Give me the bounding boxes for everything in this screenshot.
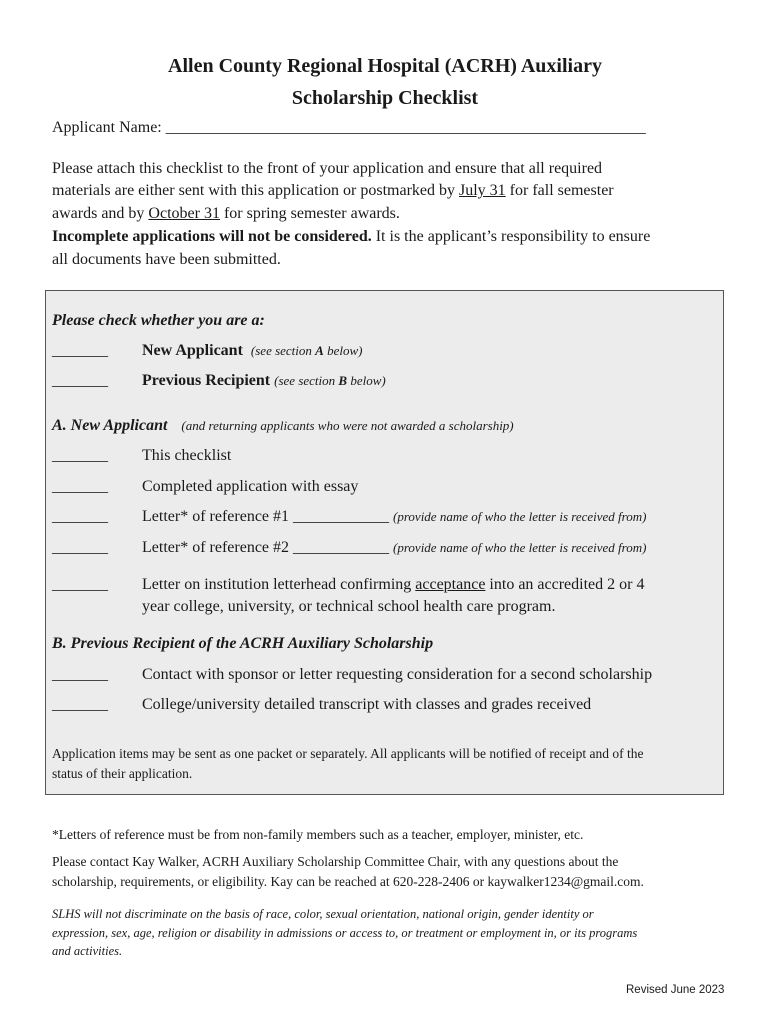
policy-line-2: expression, sex, age, religion or disability in admissions or access to, or treatment or employment in, or its programs — [52, 926, 638, 940]
applicant-name-field[interactable]: ____________________________________________________________ — [165, 119, 646, 136]
item-acceptance-letter-line-1: Letter on institution letterhead confirming acceptance into an accredited 2 or 4 — [142, 576, 645, 593]
intro-line-5: all documents have been submitted. — [52, 251, 281, 268]
previous-recipient-option — [142, 372, 386, 390]
reference-2-note: (provide name of who the letter is received from) — [393, 540, 647, 555]
intro-line-4 — [52, 228, 650, 246]
checkbox-acceptance-letter[interactable]: _______ — [52, 576, 108, 593]
item-sponsor-contact: Contact with sponsor or letter requesting consideration for a second scholarship — [142, 666, 653, 683]
intro-line-1: Please attach this checklist to the front of your application and ensure that all required — [52, 160, 603, 177]
intro-text: awards and by — [52, 205, 149, 222]
intro-line-2 — [52, 182, 614, 200]
new-applicant-checkbox[interactable]: _______ — [52, 342, 108, 359]
intro-text: It is the applicant’s responsibility to ensure — [371, 228, 651, 245]
checkbox-sponsor-contact[interactable]: _______ — [52, 666, 108, 683]
page-title: Allen County Regional Hospital (ACRH) Auxiliary — [168, 55, 602, 77]
applicant-name-row — [52, 119, 646, 137]
box-footer-line-2: status of their application. — [52, 766, 193, 781]
checkbox-transcript[interactable]: _______ — [52, 696, 108, 713]
incomplete-warning: Incomplete applications will not be considered. — [52, 228, 372, 245]
new-applicant-note: (see section A below) — [250, 343, 363, 358]
intro-text: materials are either sent with this application or postmarked by — [52, 182, 459, 199]
fall-deadline: July 31 — [459, 182, 506, 199]
reference-2-label: Letter* of reference #2 ____________ — [142, 539, 390, 556]
previous-recipient-label: Previous Recipient — [142, 372, 271, 389]
section-a-heading — [52, 417, 514, 435]
item-acceptance-letter-line-2: year college, university, or technical school health care program. — [142, 598, 556, 615]
intro-text: for fall semester — [505, 182, 614, 199]
spring-deadline: October 31 — [148, 205, 220, 222]
policy-line-3: and activities. — [52, 944, 123, 958]
intro-line-3 — [52, 205, 400, 223]
intro-text: for spring semester awards. — [219, 205, 400, 222]
previous-recipient-note: (see section B below) — [274, 373, 386, 388]
reference-1-label: Letter* of reference #1 ____________ — [142, 508, 390, 525]
policy-line-1: SLHS will not discriminate on the basis of race, color, sexual orientation, national origin, gender identity or — [52, 907, 594, 921]
contact-line-1: Please contact Kay Walker, ACRH Auxiliary Scholarship Committee Chair, with any questions about the — [52, 854, 619, 869]
checkbox-application[interactable]: _______ — [52, 478, 108, 495]
item-transcript: College/university detailed transcript with classes and grades received — [142, 696, 592, 713]
acceptance-term: acceptance — [415, 576, 486, 593]
page-subtitle: Scholarship Checklist — [291, 87, 479, 109]
item-reference-2 — [142, 539, 646, 557]
item-reference-1 — [142, 508, 646, 526]
checkbox-reference-2[interactable]: _______ — [52, 539, 108, 556]
new-applicant-label: New Applicant — [142, 342, 243, 359]
box-footer-line-1: Application items may be sent as one packet or separately. All applicants will be notified of receipt and of the — [52, 746, 644, 761]
checkbox-checklist[interactable]: _______ — [52, 447, 108, 464]
reference-footnote: *Letters of reference must be from non-family members such as a teacher, employer, minister, etc. — [52, 827, 584, 842]
item-application: Completed application with essay — [142, 478, 359, 495]
item-checklist: This checklist — [142, 447, 232, 464]
section-a-title: A. New Applicant — [52, 417, 168, 434]
checkbox-reference-1[interactable]: _______ — [52, 508, 108, 525]
reference-1-note: (provide name of who the letter is received from) — [393, 509, 647, 524]
new-applicant-option — [142, 342, 362, 360]
applicant-name-label: Applicant Name: — [52, 119, 166, 136]
revision-date: Revised June 2023 — [626, 984, 725, 996]
section-a-note: (and returning applicants who were not awarded a scholarship) — [181, 418, 514, 433]
section-b-title: B. Previous Recipient of the ACRH Auxiliary Scholarship — [52, 635, 434, 652]
applicant-type-prompt: Please check whether you are a: — [52, 312, 265, 329]
previous-recipient-checkbox[interactable]: _______ — [52, 372, 108, 389]
contact-line-2: scholarship, requirements, or eligibility. Kay can be reached at 620-228-2406 or kaywalker1234@gmail.com. — [52, 874, 644, 889]
